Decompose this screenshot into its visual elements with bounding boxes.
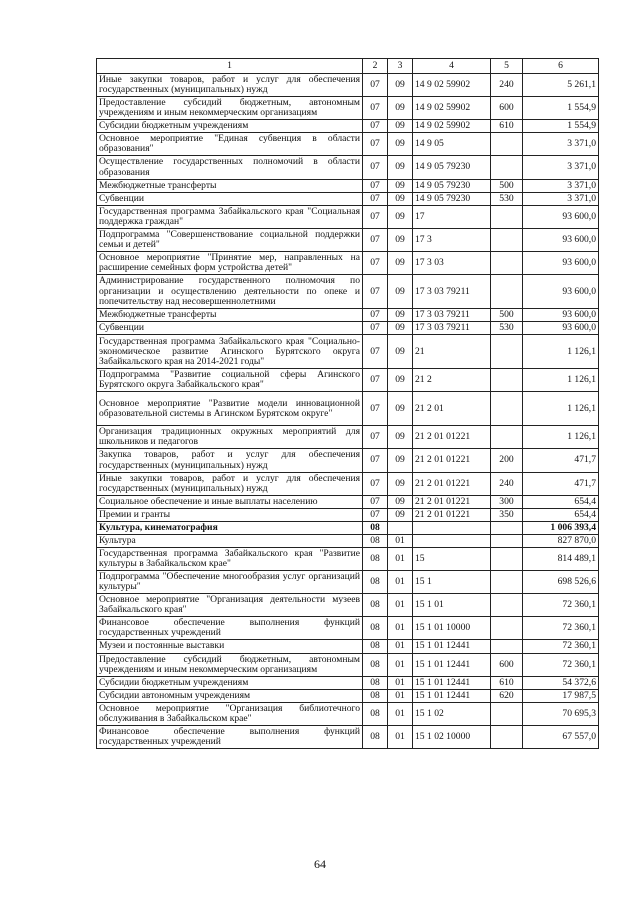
row-target-article: 17 3 [413, 228, 491, 251]
row-name: Предоставление субсидий бюджетным, автономным учреждениям и иным некоммерческим организациям [97, 653, 363, 676]
row-section: 08 [363, 617, 388, 640]
row-subsection: 01 [388, 571, 413, 594]
row-target-article: 14 9 05 [413, 133, 491, 156]
row-amount: 93 600,0 [523, 205, 599, 228]
row-expense-type: 350 [491, 508, 523, 521]
row-expense-type: 610 [491, 120, 523, 133]
row-section: 07 [363, 97, 388, 120]
row-section: 07 [363, 495, 388, 508]
table-row [97, 120, 599, 133]
row-target-article: 15 [413, 547, 491, 570]
row-subsection: 01 [388, 617, 413, 640]
row-name: Государственная программа Забайкальского края "Социальная поддержка граждан" [97, 205, 363, 228]
row-target-article: 15 1 01 12441 [413, 640, 491, 653]
row-subsection: 09 [388, 309, 413, 322]
table-row [97, 205, 599, 228]
row-target-article: 21 2 01 01221 [413, 495, 491, 508]
row-section: 08 [363, 534, 388, 547]
row-section: 07 [363, 449, 388, 472]
row-target-article: 14 9 05 79230 [413, 179, 491, 192]
row-amount: 70 695,3 [523, 702, 599, 725]
table-row [97, 725, 599, 748]
row-target-article: 15 1 02 [413, 702, 491, 725]
row-amount: 1 126,1 [523, 392, 599, 426]
row-amount: 654,4 [523, 495, 599, 508]
row-target-article: 21 2 01 [413, 392, 491, 426]
row-target-article: 17 [413, 205, 491, 228]
row-name: Основное мероприятие "Единая субвенция в области образования" [97, 133, 363, 156]
table-row [97, 179, 599, 192]
row-section: 07 [363, 369, 388, 392]
table-row [97, 335, 599, 369]
row-expense-type: 610 [491, 676, 523, 689]
row-expense-type [491, 617, 523, 640]
col-header-6: 6 [523, 59, 599, 74]
table-row [97, 192, 599, 205]
row-expense-type [491, 228, 523, 251]
row-section: 07 [363, 508, 388, 521]
row-section: 07 [363, 228, 388, 251]
row-name: Межбюджетные трансферты [97, 179, 363, 192]
row-expense-type [491, 426, 523, 449]
row-name: Подпрограмма "Развитие социальной сферы Агинского Бурятского округа Забайкальского края" [97, 369, 363, 392]
row-name: Культура, кинематография [97, 521, 363, 534]
row-expense-type [491, 335, 523, 369]
row-section: 08 [363, 547, 388, 570]
table-row [97, 251, 599, 274]
row-amount: 1 554,9 [523, 120, 599, 133]
row-target-article: 15 1 01 10000 [413, 617, 491, 640]
row-amount: 3 371,0 [523, 133, 599, 156]
row-expense-type [491, 534, 523, 547]
table-row [97, 472, 599, 495]
row-target-article: 14 9 05 79230 [413, 156, 491, 179]
row-subsection: 01 [388, 653, 413, 676]
col-header-4: 4 [413, 59, 491, 74]
row-target-article: 14 9 02 59902 [413, 120, 491, 133]
row-subsection: 09 [388, 97, 413, 120]
row-expense-type: 600 [491, 97, 523, 120]
table-row [97, 508, 599, 521]
row-expense-type [491, 571, 523, 594]
row-subsection: 01 [388, 725, 413, 748]
row-subsection: 09 [388, 156, 413, 179]
table-body [97, 74, 599, 749]
row-name: Премии и гранты [97, 508, 363, 521]
row-name: Основное мероприятие "Организация библиотечного обслуживания в Забайкальском крае" [97, 702, 363, 725]
row-amount: 93 600,0 [523, 322, 599, 335]
table-row [97, 640, 599, 653]
row-amount: 72 360,1 [523, 594, 599, 617]
row-section: 08 [363, 594, 388, 617]
row-subsection: 01 [388, 534, 413, 547]
row-amount: 17 987,5 [523, 689, 599, 702]
row-subsection: 01 [388, 689, 413, 702]
row-target-article: 14 9 02 59902 [413, 74, 491, 97]
row-amount: 1 126,1 [523, 335, 599, 369]
table-row [97, 689, 599, 702]
row-subsection: 09 [388, 251, 413, 274]
row-target-article: 17 3 03 79211 [413, 309, 491, 322]
row-target-article: 14 9 02 59902 [413, 97, 491, 120]
row-target-article: 21 2 01 01221 [413, 426, 491, 449]
row-section: 07 [363, 74, 388, 97]
row-target-article: 21 2 01 01221 [413, 449, 491, 472]
row-amount: 93 600,0 [523, 251, 599, 274]
row-target-article: 15 1 01 12441 [413, 689, 491, 702]
row-expense-type: 300 [491, 495, 523, 508]
row-target-article: 15 1 02 10000 [413, 725, 491, 748]
row-name: Иные закупки товаров, работ и услуг для обеспечения государственных (муниципальных) нужд [97, 74, 363, 97]
row-subsection: 09 [388, 508, 413, 521]
row-expense-type [491, 275, 523, 309]
row-expense-type [491, 133, 523, 156]
row-subsection: 09 [388, 205, 413, 228]
row-section: 08 [363, 702, 388, 725]
row-target-article: 17 3 03 79211 [413, 275, 491, 309]
row-amount: 1 554,9 [523, 97, 599, 120]
row-name: Предоставление субсидий бюджетным, автономным учреждениям и иным некоммерческим организациям [97, 97, 363, 120]
row-expense-type: 500 [491, 309, 523, 322]
row-subsection: 01 [388, 702, 413, 725]
row-section: 07 [363, 179, 388, 192]
row-expense-type: 240 [491, 472, 523, 495]
table-row [97, 392, 599, 426]
row-name: Администрирование государственного полномочия по организации и осуществлению деятельности по опеке и попечительству над несовершеннолетними [97, 275, 363, 309]
row-target-article: 15 1 [413, 571, 491, 594]
row-expense-type [491, 156, 523, 179]
row-name: Основное мероприятие "Принятие мер, направленных на расширение семейных форм устройства детей" [97, 251, 363, 274]
row-target-article: 14 9 05 79230 [413, 192, 491, 205]
row-section: 08 [363, 571, 388, 594]
row-name: Социальное обеспечение и иные выплаты населению [97, 495, 363, 508]
row-name: Субвенции [97, 192, 363, 205]
table-row [97, 97, 599, 120]
table-row [97, 369, 599, 392]
col-header-2: 2 [363, 59, 388, 74]
row-target-article: 21 2 01 01221 [413, 472, 491, 495]
row-expense-type [491, 702, 523, 725]
row-name: Субсидии бюджетным учреждениям [97, 120, 363, 133]
row-amount: 93 600,0 [523, 228, 599, 251]
row-section: 07 [363, 251, 388, 274]
row-section: 07 [363, 205, 388, 228]
table-row [97, 275, 599, 309]
row-name: Основное мероприятие "Организация деятельности музеев Забайкальского края" [97, 594, 363, 617]
row-amount: 471,7 [523, 449, 599, 472]
row-name: Подпрограмма "Обеспечение многообразия услуг организаций культуры" [97, 571, 363, 594]
row-target-article: 17 3 03 [413, 251, 491, 274]
row-name: Финансовое обеспечение выполнения функций государственных учреждений [97, 725, 363, 748]
row-expense-type [491, 205, 523, 228]
table-row [97, 571, 599, 594]
table-row [97, 534, 599, 547]
row-target-article: 15 1 01 12441 [413, 676, 491, 689]
row-section: 07 [363, 309, 388, 322]
row-name: Организация традиционных окружных мероприятий для школьников и педагогов [97, 426, 363, 449]
row-expense-type: 200 [491, 449, 523, 472]
row-expense-type: 500 [491, 179, 523, 192]
row-section: 07 [363, 335, 388, 369]
row-subsection: 09 [388, 472, 413, 495]
row-target-article: 21 2 01 01221 [413, 508, 491, 521]
row-subsection: 09 [388, 392, 413, 426]
row-expense-type: 240 [491, 74, 523, 97]
row-name: Субвенции [97, 322, 363, 335]
row-expense-type [491, 547, 523, 570]
row-section: 07 [363, 156, 388, 179]
row-target-article: 21 [413, 335, 491, 369]
table-row [97, 547, 599, 570]
col-header-5: 5 [491, 59, 523, 74]
row-subsection: 01 [388, 547, 413, 570]
table-row [97, 322, 599, 335]
row-subsection: 09 [388, 228, 413, 251]
row-amount: 5 261,1 [523, 74, 599, 97]
table-row [97, 495, 599, 508]
row-section: 07 [363, 120, 388, 133]
row-name: Финансовое обеспечение выполнения функций государственных учреждений [97, 617, 363, 640]
row-name: Закупка товаров, работ и услуг для обеспечения государственных (муниципальных) нужд [97, 449, 363, 472]
row-subsection: 09 [388, 322, 413, 335]
row-name: Государственная программа Забайкальского края "Социально-экономическое развитие Агинского Бурятского округа Забайкальского края на 2014-2021 годы" [97, 335, 363, 369]
row-section: 07 [363, 322, 388, 335]
table-row [97, 594, 599, 617]
row-subsection: 09 [388, 133, 413, 156]
row-section: 08 [363, 653, 388, 676]
row-amount: 3 371,0 [523, 179, 599, 192]
row-expense-type [491, 594, 523, 617]
row-target-article: 21 2 [413, 369, 491, 392]
row-subsection: 09 [388, 449, 413, 472]
table-row [97, 702, 599, 725]
row-subsection: 09 [388, 275, 413, 309]
row-subsection: 01 [388, 594, 413, 617]
row-subsection: 09 [388, 179, 413, 192]
col-header-3: 3 [388, 59, 413, 74]
table-row [97, 156, 599, 179]
row-target-article: 15 1 01 12441 [413, 653, 491, 676]
row-amount: 1 126,1 [523, 426, 599, 449]
row-name: Субсидии автономным учреждениям [97, 689, 363, 702]
table-row [97, 426, 599, 449]
row-amount: 3 371,0 [523, 192, 599, 205]
row-section: 08 [363, 689, 388, 702]
row-amount: 72 360,1 [523, 640, 599, 653]
table-row [97, 449, 599, 472]
row-expense-type: 530 [491, 322, 523, 335]
row-name: Основное мероприятие "Развитие модели инновационной образовательной системы в Агинском Бурятском округе" [97, 392, 363, 426]
row-amount: 698 526,6 [523, 571, 599, 594]
row-section: 07 [363, 133, 388, 156]
row-section: 07 [363, 392, 388, 426]
table-row [97, 617, 599, 640]
row-amount: 471,7 [523, 472, 599, 495]
row-section: 07 [363, 192, 388, 205]
row-target-article [413, 534, 491, 547]
row-section: 08 [363, 521, 388, 534]
row-expense-type: 620 [491, 689, 523, 702]
row-amount: 93 600,0 [523, 309, 599, 322]
row-expense-type: 600 [491, 653, 523, 676]
table-header-row [97, 59, 599, 74]
row-name: Субсидии бюджетным учреждениям [97, 676, 363, 689]
row-amount: 54 372,6 [523, 676, 599, 689]
row-subsection: 09 [388, 426, 413, 449]
row-target-article: 17 3 03 79211 [413, 322, 491, 335]
row-section: 07 [363, 426, 388, 449]
row-amount: 1 006 393,4 [523, 521, 599, 534]
row-subsection: 09 [388, 120, 413, 133]
row-subsection: 09 [388, 369, 413, 392]
row-name: Культура [97, 534, 363, 547]
row-target-article: 15 1 01 [413, 594, 491, 617]
row-name: Межбюджетные трансферты [97, 309, 363, 322]
row-subsection: 09 [388, 192, 413, 205]
table-row [97, 676, 599, 689]
row-amount: 67 557,0 [523, 725, 599, 748]
row-subsection: 09 [388, 74, 413, 97]
row-amount: 72 360,1 [523, 617, 599, 640]
row-name: Подпрограмма "Совершенствование социальной поддержки семьи и детей" [97, 228, 363, 251]
row-subsection: 09 [388, 335, 413, 369]
table-row [97, 228, 599, 251]
row-section: 07 [363, 275, 388, 309]
row-name: Иные закупки товаров, работ и услуг для обеспечения государственных (муниципальных) нужд [97, 472, 363, 495]
row-name: Осуществление государственных полномочий в области образования [97, 156, 363, 179]
table-row [97, 309, 599, 322]
table-row [97, 133, 599, 156]
row-target-article [413, 521, 491, 534]
row-expense-type: 530 [491, 192, 523, 205]
row-amount: 827 870,0 [523, 534, 599, 547]
row-subsection [388, 521, 413, 534]
row-name: Музеи и постоянные выставки [97, 640, 363, 653]
col-header-1: 1 [97, 59, 363, 74]
row-amount: 3 371,0 [523, 156, 599, 179]
table-row [97, 74, 599, 97]
row-name: Государственная программа Забайкальского края "Развитие культуры в Забайкальском крае" [97, 547, 363, 570]
row-expense-type [491, 521, 523, 534]
row-subsection: 09 [388, 495, 413, 508]
row-expense-type [491, 369, 523, 392]
row-section: 08 [363, 640, 388, 653]
row-amount: 814 489,1 [523, 547, 599, 570]
row-amount: 93 600,0 [523, 275, 599, 309]
row-section: 07 [363, 472, 388, 495]
row-amount: 654,4 [523, 508, 599, 521]
row-section: 08 [363, 676, 388, 689]
page-number: 64 [314, 857, 326, 871]
row-subsection: 01 [388, 640, 413, 653]
row-amount: 1 126,1 [523, 369, 599, 392]
row-expense-type [491, 392, 523, 426]
table-row [97, 521, 599, 534]
row-expense-type [491, 640, 523, 653]
budget-table [96, 58, 599, 749]
row-subsection: 01 [388, 676, 413, 689]
row-expense-type [491, 251, 523, 274]
table-row [97, 653, 599, 676]
row-expense-type [491, 725, 523, 748]
row-amount: 72 360,1 [523, 653, 599, 676]
row-section: 08 [363, 725, 388, 748]
